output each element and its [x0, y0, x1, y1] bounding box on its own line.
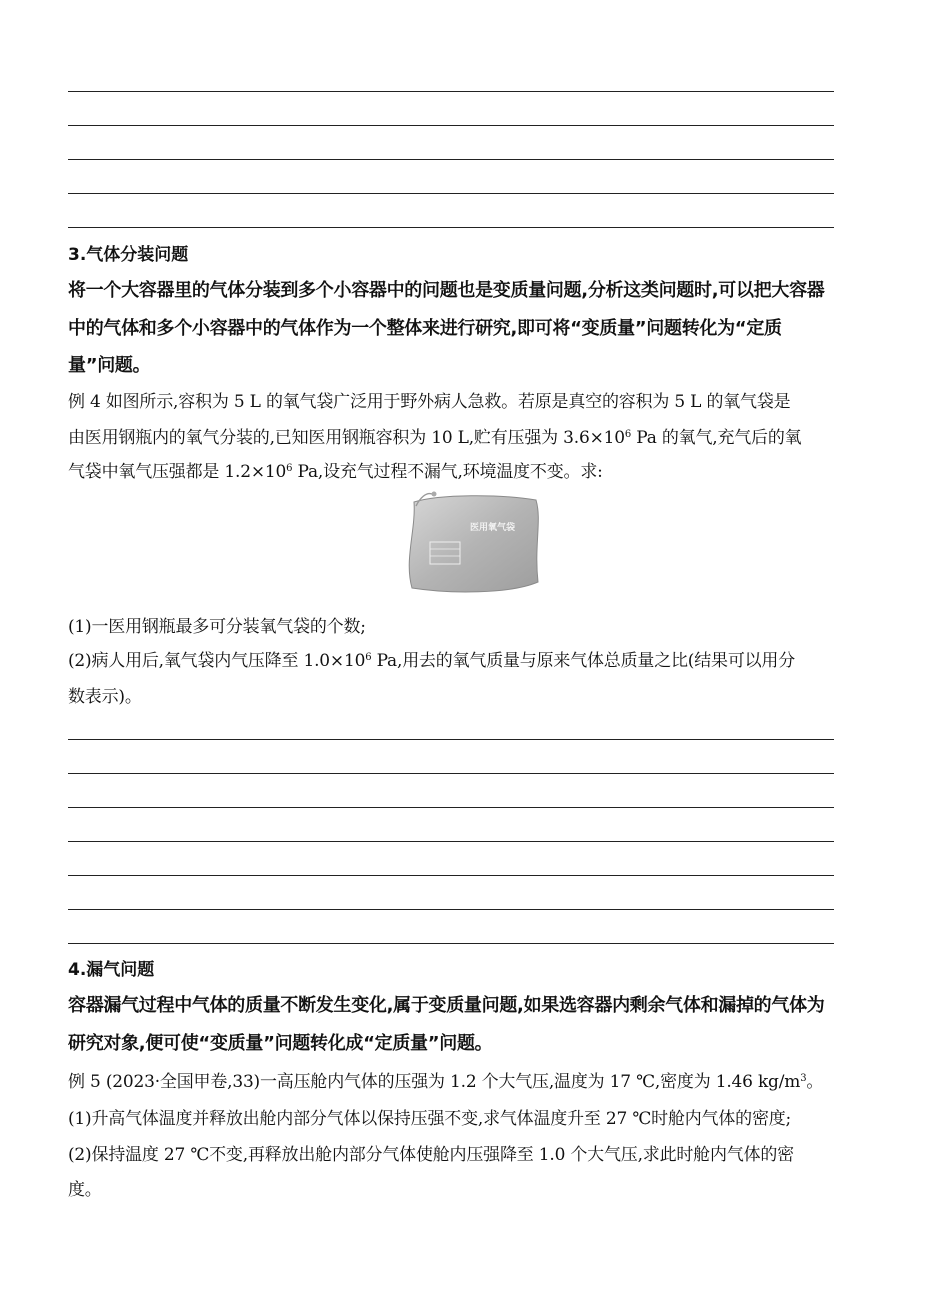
section-4-intro-line: 研究对象,便可使“变质量”问题转化成“定质量”问题。 [68, 1033, 493, 1054]
example-4-line: 例 4 如图所示,容积为 5 L 的氧气袋广泛用于野外病人急救。若原是真空的容积为 5 L 的氧气袋是 [68, 392, 791, 412]
section-3-intro-line: 量”问题。 [68, 355, 151, 376]
section-3-intro-line: 中的气体和多个小容器中的气体作为一个整体来进行研究,即可将“变质量”问题转化为“定质 [68, 318, 782, 339]
answer-line [68, 193, 834, 194]
section-3-intro-line: 将一个大容器里的气体分装到多个小容器中的问题也是变质量问题,分析这类问题时,可以把大容器 [68, 280, 825, 301]
example-4-line: 由医用钢瓶内的氧气分装的,已知医用钢瓶容积为 10 L,贮有压强为 $3.6\times 10^6$ Pa 的氧气,充气后的氧 [68, 428, 802, 448]
answer-line [68, 91, 834, 92]
example-5-question-2-cont: 度。 [68, 1180, 102, 1200]
example-4-question-2-cont: 数表示)。 [68, 687, 142, 707]
answer-line [68, 773, 834, 774]
answer-line [68, 875, 834, 876]
section-4-intro-line: 容器漏气过程中气体的质量不断发生变化,属于变质量问题,如果选容器内剩余气体和漏掉的气体为 [68, 995, 825, 1016]
answer-line [68, 125, 834, 126]
answer-line [68, 159, 834, 160]
answer-line [68, 227, 834, 228]
answer-line [68, 909, 834, 910]
example-4-question-2: (2)病人用后,氧气袋内气压降至 $1.0\times 10^6$ Pa,用去的氧气质量与原来气体总质量之比(结果可以用分 [68, 651, 796, 671]
section-3-heading: 3.气体分装问题 [68, 245, 189, 265]
answer-line [68, 807, 834, 808]
oxygen-bag-label: 医用氧气袋 [470, 523, 516, 533]
answer-line [68, 841, 834, 842]
answer-line [68, 739, 834, 740]
example-5-question-2: (2)保持温度 27 ℃不变,再释放出舱内部分气体使舱内压强降至 1.0 个大气压,求此时舱内气体的密 [68, 1145, 794, 1165]
example-5-question-1: (1)升高气体温度并释放出舱内部分气体以保持压强不变,求气体温度升至 27 ℃时舱内气体的密度; [68, 1109, 792, 1129]
oxygen-bag-image [400, 490, 545, 602]
section-4-heading: 4.漏气问题 [68, 960, 155, 980]
example-4-line: 气袋中氧气压强都是 $1.2\times 10^6$ Pa,设充气过程不漏气,环境温度不变。求: [68, 462, 603, 482]
example-5-line: 例 5 (2023·全国甲卷,33)一高压舱内气体的压强为 1.2 个大气压,温度为 17 ℃,密度为 1.46 $kg/m^3$。 [68, 1072, 824, 1092]
answer-line [68, 943, 834, 944]
example-4-question-1: (1)一医用钢瓶最多可分装氧气袋的个数; [68, 617, 366, 637]
